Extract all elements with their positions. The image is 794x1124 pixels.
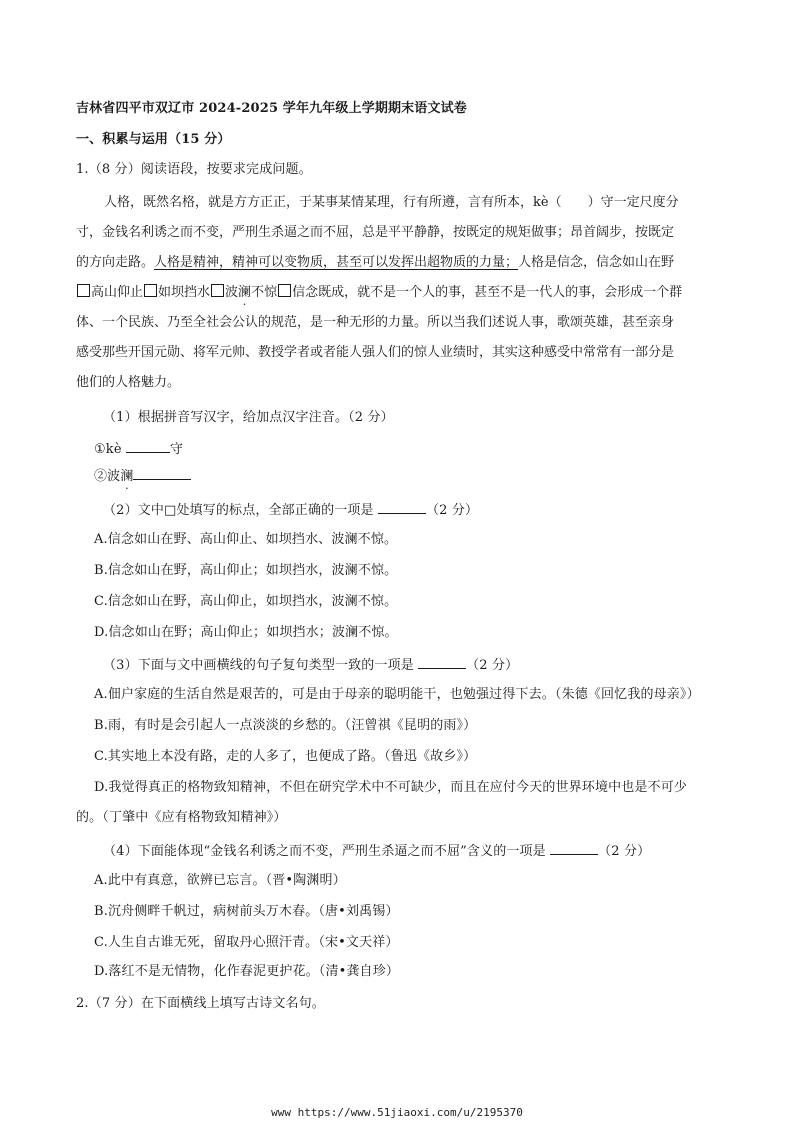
option-a: A.此中有真意，欲辨已忘言。（晋•陶渊明） bbox=[94, 873, 346, 888]
answer-blank[interactable] bbox=[126, 438, 170, 453]
passage-line: 的方向走路。人格是精神，精神可以变物质，甚至可以发挥出超物质的力量；人格是信念，信念如山在野 bbox=[76, 255, 675, 270]
sub-question-3: （3）下面与文中画横线的句子复句类型一致的一项是 （2 分） bbox=[103, 654, 518, 676]
footer-url: www https://www.51jiaoxi.com/u/2195370 bbox=[271, 1106, 523, 1119]
option-b: B.信念如山在野，高山仰止；如坝挡水，波澜不惊。 bbox=[94, 563, 398, 578]
sub-question-2: （2）文中□处填写的标点，全部正确的一项是 （2 分） bbox=[103, 499, 478, 521]
sub-question-1: （1）根据拼音写汉字，给加点汉字注音。（2 分） bbox=[103, 410, 394, 425]
option-c: C.信念如山在野，高山仰止，如坝挡水，波澜不惊。 bbox=[94, 594, 398, 609]
option-d: D.信念如山在野；高山仰止；如坝挡水；波澜不惊。 bbox=[94, 625, 398, 640]
sub-question-4: （4）下面能体现“金钱名利诱之而不变，严刑生杀逼之而不屈”含义的一项是 （2 分） bbox=[103, 840, 650, 862]
passage-line: 寸，金钱名利诱之而不变，严刑生杀逼之而不屈，总是平平静静，按既定的规矩做事；昂首阔步，按既定 bbox=[76, 225, 675, 240]
option-a: A.佃户家庭的生活自然是艰苦的，可是由于母亲的聪明能干，也勉强过得下去。（朱德《回忆我的母亲》） bbox=[94, 687, 700, 702]
option-c: C.其实地上本没有路，走的人多了，也便成了路。（鲁迅《故乡》） bbox=[94, 749, 477, 764]
passage-line: 高山仰止 如坝挡水 波澜不惊 信念既成，就不是一个人的事，甚至不是一代人的事，会形成一个群 bbox=[76, 278, 716, 308]
dotted-character: 澜 bbox=[238, 285, 252, 300]
passage-line: 体、一个民族、乃至全社会公认的规范，是一种无形的力量。所以当我们述说人事，歌颂英雄，甚至亲身 bbox=[76, 315, 675, 330]
answer-blank[interactable] bbox=[550, 840, 598, 855]
answer-blank[interactable] bbox=[378, 499, 426, 514]
answer-blank[interactable] bbox=[133, 465, 191, 480]
option-b: B.沉舟侧畔千帆过，病树前头万木春。（唐•刘禹锡） bbox=[94, 904, 399, 919]
sub-question-1-item-b: ②波澜 bbox=[94, 465, 191, 487]
option-d: D.落红不是无情物，化作春泥更护花。（清•龚自珍） bbox=[94, 964, 400, 979]
sub-question-1-item-a: ①kè 守 bbox=[94, 438, 183, 460]
reading-passage bbox=[76, 188, 716, 398]
punctuation-box bbox=[77, 284, 90, 297]
punctuation-box bbox=[211, 284, 224, 297]
option-c: C.人生自古谁无死，留取丹心照汗青。（宋•文天祥） bbox=[94, 935, 399, 950]
underlined-sentence: 人格是精神，精神可以变物质，甚至可以发挥出超物质的力量； bbox=[154, 255, 519, 270]
dotted-character: 澜 bbox=[120, 469, 134, 484]
punctuation-box bbox=[144, 284, 157, 297]
document-title: 吉林省四平市双辽市 2024-2025 学年九年级上学期期末语文试卷 bbox=[76, 101, 467, 116]
passage-line: 人格，既然名格，就是方方正正，于某事某情某理，行有所遵，言有所本，kè（ ）守一定尺度分 bbox=[104, 195, 679, 210]
option-a: A.信念如山在野、高山仰止、如坝挡水、波澜不惊。 bbox=[94, 532, 398, 547]
passage-line: 他们的人格魅力。 bbox=[76, 375, 181, 390]
option-d: D.我觉得真正的格物致知精神，不但在研究学术中不可缺少，而且在应付今天的世界环境中也是不可少 bbox=[94, 780, 687, 795]
option-d-continued: 的。（丁肇中《应有格物致知精神》） bbox=[76, 810, 287, 825]
answer-blank[interactable] bbox=[418, 654, 466, 669]
passage-line: 感受那些开国元勋、将军元帅、教授学者或者能人强人们的惊人业绩时，其实这种感受中常常有一部分是 bbox=[76, 345, 675, 360]
question-1-heading: 1.（8 分）阅读语段，按要求完成问题。 bbox=[76, 162, 312, 177]
punctuation-box bbox=[278, 284, 291, 297]
option-b: B.雨，有时是会引起人一点淡淡的乡愁的。（汪曾祺《昆明的雨》） bbox=[94, 718, 477, 733]
question-2-heading: 2.（7 分）在下面横线上填写古诗文名句。 bbox=[76, 996, 325, 1011]
section-heading: 一、积累与运用（15 分） bbox=[76, 132, 231, 147]
